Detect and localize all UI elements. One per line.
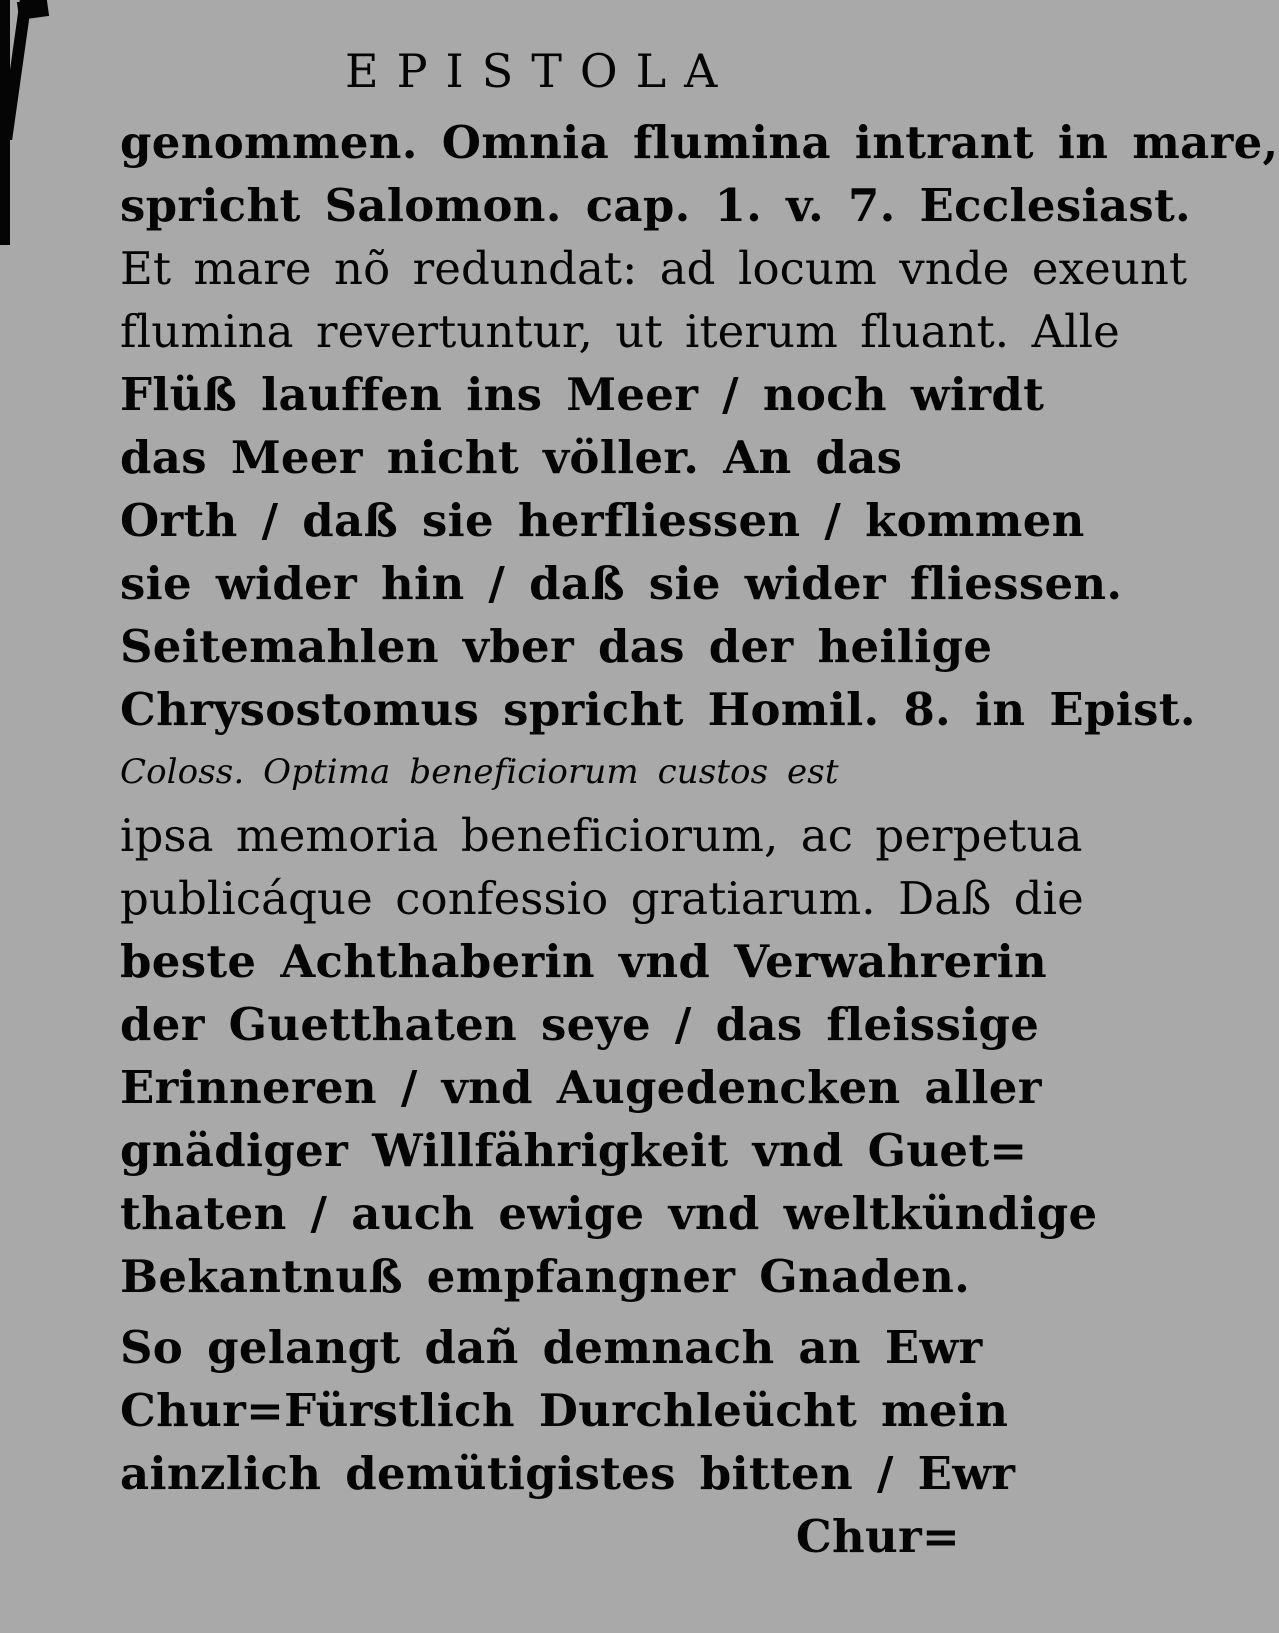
- text-line-16: Erinneren / vnd Augedencken aller: [120, 1061, 1042, 1114]
- text-line-11: Coloss. Optima beneficiorum custos est: [120, 752, 839, 792]
- text-line-22: ainzlich demütigistes bitten / Ewr: [120, 1447, 1016, 1500]
- text-line-9: Seitemahlen vber das der heilige: [120, 620, 993, 673]
- text-line-7: Orth / daß sie herfliessen / kommen: [120, 494, 1085, 547]
- text-line-3: Et mare nõ redundat: ad locum vnde exeunt: [120, 242, 1188, 295]
- text-line-1: genommen. Omnia flumina intrant in mare,: [120, 116, 1279, 169]
- catchword: Chur=: [795, 1510, 960, 1563]
- text-line-2: spricht Salomon. cap. 1. v. 7. Ecclesiast.: [120, 179, 1192, 232]
- body-text-block: [120, 111, 1279, 1568]
- text-line-19: Bekantnuß empfangner Gnaden.: [120, 1250, 971, 1303]
- text-line-17: gnädiger Willfährigkeit vnd Guet=: [120, 1124, 1028, 1177]
- text-line-4: flumina revertuntur, ut iterum fluant. Alle: [120, 305, 1120, 358]
- text-line-14: beste Achthaberin vnd Verwahrerin: [120, 935, 1047, 988]
- text-line-21: Chur=Fürstlich Durchleücht mein: [120, 1384, 1009, 1437]
- text-line-8: sie wider hin / daß sie wider fliessen.: [120, 557, 1123, 610]
- page-header: EPISTOLA: [345, 44, 736, 98]
- text-line-6: das Meer nicht völler. An das: [120, 431, 903, 484]
- text-line-12: ipsa memoria beneficiorum, ac perpetua: [120, 809, 1083, 862]
- text-line-20: So gelangt dañ demnach an Ewr: [120, 1321, 983, 1374]
- text-line-13: publicáque confessio gratiarum. Daß die: [120, 872, 1084, 925]
- dark-top-edge-stroke: [17, 0, 49, 20]
- text-line-18: thaten / auch ewige vnd weltkündige: [120, 1187, 1098, 1240]
- text-line-5: Flüß lauffen ins Meer / noch wirdt: [120, 368, 1045, 421]
- text-line-10: Chrysostomus spricht Homil. 8. in Epist.: [120, 683, 1196, 736]
- text-line-15: der Guetthaten seye / das fleissige: [120, 998, 1040, 1051]
